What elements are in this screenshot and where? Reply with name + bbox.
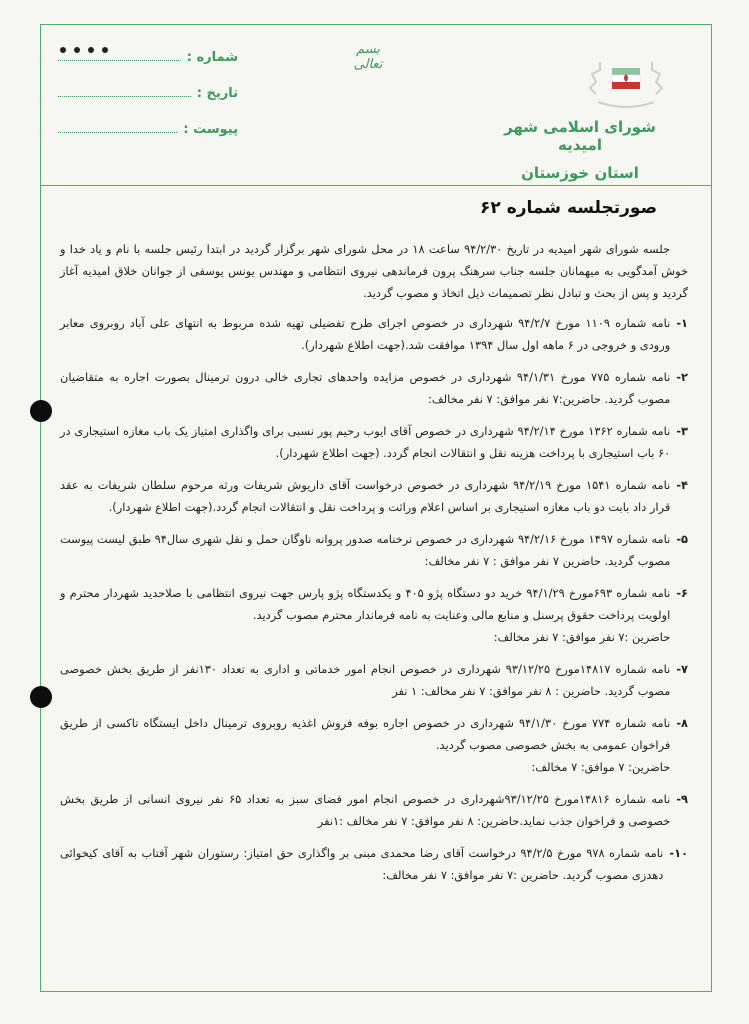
minutes-body (60, 238, 688, 896)
organization-heading (480, 118, 680, 182)
attachment-field (58, 122, 238, 144)
intro-paragraph: جلسه شورای شهر امیدیه در تاریخ ۹۴/۲/۳۰ ساعت ۱۸ در محل شورای شهر برگزار گردید در ابتدا رئیس جلسه با نام و یاد خدا و خوش آمدگویی به میهمانان جلسه جناب سرهنگ پرون فرماندهی نیروی انتظامی و مهندس یونس یوسفی از جوانان خلاق امیدیه آغاز گردید و پس از بحث و تبادل نظر تصمیمات ذیل اتخاذ و مصوب گردید. (60, 242, 688, 300)
list-item: ۵- نامه شماره ۱۴۹۷ مورخ ۹۴/۲/۱۶ شهرداری در خصوص نرخنامه صدور پروانه ناوگان حمل و نقل شهری سال۹۴ طبق لیست پیوست مصوب گردید. حاضرین ۷ نفر موافق : ۷ نفر مخالف: (60, 532, 688, 568)
field-label: تاریخ : (196, 86, 238, 101)
org-name: شورای اسلامی شهر امیدیه (504, 118, 656, 154)
list-item: ۷- نامه شماره ۱۴۸۱۷مورخ ۹۳/۱۲/۲۵ شهرداری در خصوص انجام امور خدماتی و اداری به تعداد ۱۳۰نفر از طریق بخش خصوصی مصوب گردید. حاضرین : ۸ نفر موافق: ۷ نفر مخالف: ۱ نفر (60, 662, 688, 698)
field-label: شماره : (186, 50, 238, 65)
header-fields (58, 50, 238, 158)
province-name: استان خوزستان (521, 164, 639, 182)
punch-hole (30, 400, 52, 422)
header-divider (40, 185, 712, 186)
list-item: ۳- نامه شماره ۱۳۶۲ مورخ ۹۴/۲/۱۴ شهرداری در خصوص آقای ایوب رحیم پور نسبی برای واگذاری امتیاز یک باب مغازه استیجاری در ۶۰ باب استیجاری با پرداخت هزینه نقل و انتقالات انجام گردد. (جهت اطلاع شهردار). (60, 424, 688, 460)
list-item: ۶- نامه شماره ۶۹۳مورخ ۹۴/۱/۲۹ خرید دو دستگاه پژو ۴۰۵ و یکدستگاه پژو پارس جهت نیروی انتظامی با صلاحدید شهردار محترم و اولویت پرداخت حقوق پرسنل و منابع مالی وعنایت به نامه فرماندار محترم مصوب گردید. حاضرین :۷ نفر موافق: ۷ نفر مخالف: (60, 586, 688, 644)
date-field (58, 86, 238, 108)
list-item: ۲- نامه شماره ۷۷۵ مورخ ۹۴/۱/۳۱ شهرداری در خصوص مزایده واحدهای تجاری خالی درون ترمینال بصورت اجاره به متقاضیان مصوب گردید. حاضرین:۷ نفر موافق: ۷ نفر مخالف: (60, 370, 688, 406)
list-item: ۴- نامه شماره ۱۵۴۱ مورخ ۹۴/۲/۱۹ شهرداری در خصوص درخواست آقای داریوش شریفات ورثه مرحوم سلطان شریفات به عقد قرار داد بابت دو باب مغازه استیجاری بر اساس اعلام وراثت و پرداخت نقل و انتقالات انجام گردد.(جهت اطلاع شهردار). (60, 478, 688, 514)
handwritten-marks (60, 38, 140, 48)
punch-hole (30, 686, 52, 708)
list-item: ۱۰- نامه شماره ۹۷۸ مورخ ۹۴/۲/۵ درخواست آقای رضا محمدی مبنی بر واگذاری حق امتیاز: رستوران شهر آفتاب به آقای کیخوائی دهدزی مصوب گردید. حاضرین :۷ نفر موافق: ۷ نفر مخالف: (60, 846, 688, 882)
vote-line: حاضرین: ۷ موافق: ۷ مخالف: (531, 760, 671, 774)
list-item: ۸- نامه شماره ۷۷۴ مورخ ۹۴/۱/۳۰ شهرداری در خصوص اجاره بوفه فروش اغذیه روبروی ترمینال داخل ایستگاه تاکسی از طریق فراخوان عمومی به بخش خصوصی مصوب گردید. حاضرین: ۷ موافق: ۷ مخالف: (60, 716, 688, 774)
list-item: ۹- نامه شماره ۱۴۸۱۶مورخ ۹۳/۱۲/۲۵شهرداری در خصوص انجام امور فضای سبز به تعداد ۶۵ نفر نیروی انسانی از طریق بخش خصوصی و فراخوان جذب نماید.حاضرین: ۸ نفر موافق: ۷ نفر مخالف :۱نفر (60, 792, 688, 828)
field-label: پیوست : (183, 122, 238, 137)
list-item: ۱- نامه شماره ۱۱۰۹ مورخ ۹۴/۲/۷ شهرداری در خصوص اجرای طرح تفضیلی تهیه شده مربوط به انتهای علی آباد روبروی معابر ورودی و خروجی در ۶ ماهه اول سال ۱۳۹۴ موافقت شد.(جهت اطلاع شهردار). (60, 316, 688, 352)
iran-emblem-icon (586, 54, 666, 112)
number-field (58, 50, 238, 72)
bismillah: بسم تعالی (353, 42, 383, 72)
page-title: صورتجلسه شماره ۶۲ (480, 198, 657, 218)
vote-line: حاضرین :۷ نفر موافق: ۷ نفر مخالف: (493, 630, 671, 644)
